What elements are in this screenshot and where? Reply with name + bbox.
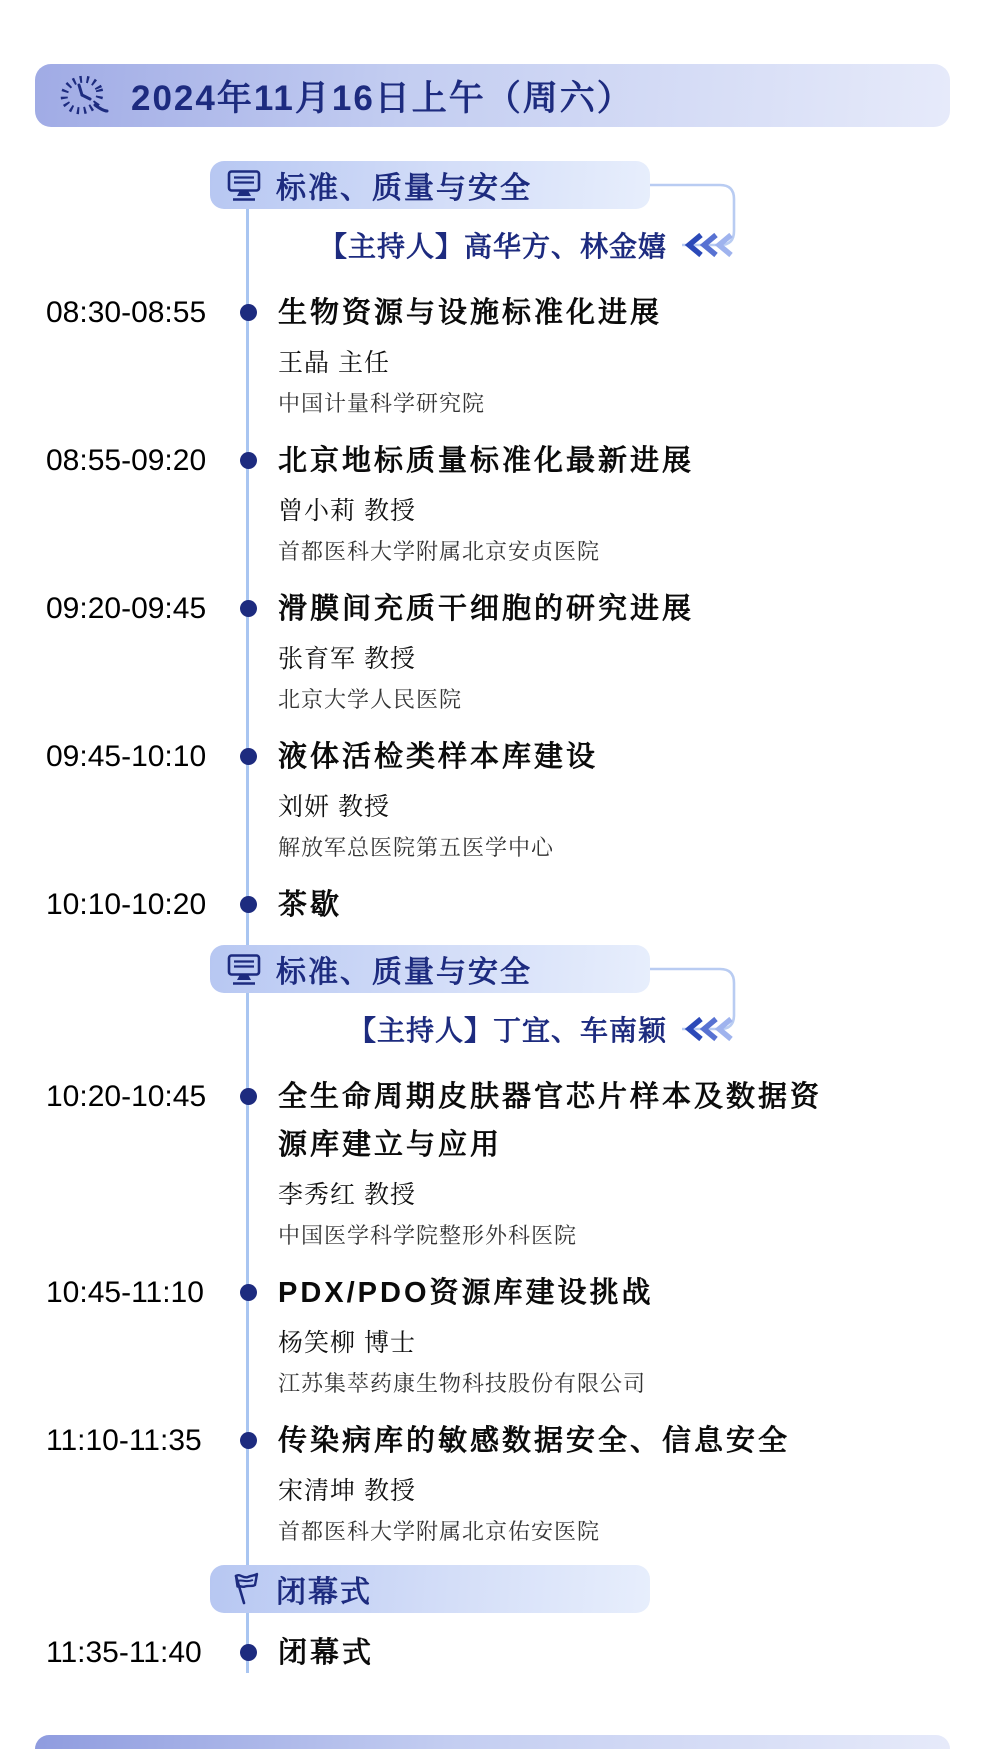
timeline-dot-cell bbox=[233, 289, 278, 421]
moderator-row bbox=[0, 225, 985, 265]
item-title: PDX/PDO资源库建设挑战 bbox=[278, 1277, 654, 1309]
moderator-label: 【主持人】高华方、林金嬉 bbox=[318, 231, 667, 262]
timeline-dot bbox=[240, 896, 257, 913]
item-title: 全生命周期皮肤器官芯片样本及数据资源库建立与应用 bbox=[278, 1081, 823, 1161]
moderator-label: 【主持人】丁宜、车南颖 bbox=[347, 1015, 667, 1046]
speaker-name: 张育军 教授 bbox=[278, 645, 416, 673]
item-list bbox=[0, 1073, 985, 1549]
timeline-dot bbox=[240, 1284, 257, 1301]
agenda-item bbox=[0, 1269, 985, 1401]
section-title: 闭幕式 bbox=[276, 1576, 372, 1609]
agenda-item bbox=[0, 289, 985, 421]
timeline-dot-cell bbox=[233, 1269, 278, 1401]
banner-date-title: 2024年11月16日上午（周六） bbox=[131, 78, 634, 118]
item-title: 生物资源与设施标准化进展 bbox=[278, 297, 663, 329]
section-title: 标准、质量与安全 bbox=[276, 172, 532, 205]
time-label: 08:55-09:20 bbox=[46, 444, 207, 477]
timeline-dot-cell bbox=[233, 437, 278, 569]
flag-icon bbox=[226, 1572, 262, 1606]
item-content bbox=[278, 1417, 985, 1549]
item-title: 闭幕式 bbox=[278, 1637, 375, 1669]
speaker-name: 杨笑柳 博士 bbox=[278, 1329, 416, 1357]
clock-icon bbox=[57, 73, 109, 119]
speaker-name: 李秀红 教授 bbox=[278, 1181, 416, 1209]
agenda-item bbox=[0, 1629, 985, 1677]
item-list bbox=[0, 289, 985, 929]
timeline-dot bbox=[240, 748, 257, 765]
timeline-dot bbox=[240, 452, 257, 469]
agenda-item bbox=[0, 585, 985, 717]
timeline-dot bbox=[240, 1432, 257, 1449]
item-content bbox=[278, 881, 985, 929]
next-session-banner-peek bbox=[35, 1735, 950, 1749]
time-label: 11:35-11:40 bbox=[46, 1636, 202, 1669]
timeline-dot bbox=[240, 600, 257, 617]
timeline-dot-cell bbox=[233, 881, 278, 929]
item-title: 北京地标质量标准化最新进展 bbox=[278, 445, 695, 477]
item-content bbox=[278, 1629, 985, 1677]
item-content bbox=[278, 437, 985, 569]
item-list bbox=[0, 1629, 985, 1677]
speaker-name: 宋清坤 教授 bbox=[278, 1477, 416, 1505]
timeline-dot bbox=[240, 1644, 257, 1661]
timeline-dot-cell bbox=[233, 1417, 278, 1549]
timeline-dot bbox=[240, 1088, 257, 1105]
timeline-dot-cell bbox=[233, 585, 278, 717]
timeline-dot-cell bbox=[233, 733, 278, 865]
item-title: 液体活检类样本库建设 bbox=[278, 741, 599, 773]
schedule bbox=[0, 161, 985, 1693]
item-title: 传染病库的敏感数据安全、信息安全 bbox=[278, 1425, 791, 1457]
time-label: 11:10-11:35 bbox=[46, 1424, 202, 1457]
speaker-org: 北京大学人民医院 bbox=[278, 687, 463, 712]
speaker-name: 曾小莉 教授 bbox=[278, 497, 416, 525]
item-content bbox=[278, 1073, 985, 1253]
item-content bbox=[278, 289, 985, 421]
section-header bbox=[210, 945, 650, 993]
timeline-dot-cell bbox=[233, 1629, 278, 1677]
item-title: 茶歇 bbox=[278, 889, 343, 921]
monitor-icon bbox=[226, 953, 262, 986]
speaker-org: 江苏集萃药康生物科技股份有限公司 bbox=[278, 1371, 647, 1396]
section bbox=[0, 161, 985, 929]
timeline-dot-cell bbox=[233, 1073, 278, 1253]
time-label: 09:45-10:10 bbox=[46, 740, 207, 773]
section bbox=[0, 1565, 985, 1677]
speaker-name: 刘妍 教授 bbox=[278, 793, 390, 821]
timeline-dot bbox=[240, 304, 257, 321]
time-label: 10:10-10:20 bbox=[46, 888, 207, 921]
agenda-item bbox=[0, 881, 985, 929]
double-left-chevrons-icon bbox=[681, 1016, 737, 1042]
agenda-item bbox=[0, 733, 985, 865]
speaker-org: 中国医学科学院整形外科医院 bbox=[278, 1223, 578, 1248]
agenda-item bbox=[0, 1417, 985, 1549]
item-content bbox=[278, 585, 985, 717]
section-header bbox=[210, 161, 650, 209]
speaker-name: 王晶 主任 bbox=[278, 349, 390, 377]
section-header bbox=[210, 1565, 650, 1613]
item-content bbox=[278, 1269, 985, 1401]
speaker-org: 解放军总医院第五医学中心 bbox=[278, 835, 555, 860]
time-label: 10:20-10:45 bbox=[46, 1080, 207, 1113]
speaker-org: 首都医科大学附属北京安贞医院 bbox=[278, 539, 601, 564]
section-title: 标准、质量与安全 bbox=[276, 956, 532, 989]
time-label: 10:45-11:10 bbox=[46, 1276, 204, 1309]
item-content bbox=[278, 733, 985, 865]
section bbox=[0, 945, 985, 1549]
moderator-row bbox=[0, 1009, 985, 1049]
double-left-chevrons-icon bbox=[681, 232, 737, 258]
agenda-item bbox=[0, 1073, 985, 1253]
time-label: 08:30-08:55 bbox=[46, 296, 207, 329]
time-label: 09:20-09:45 bbox=[46, 592, 207, 625]
item-title: 滑膜间充质干细胞的研究进展 bbox=[278, 593, 695, 625]
monitor-icon bbox=[226, 169, 262, 202]
date-banner bbox=[35, 64, 950, 127]
speaker-org: 首都医科大学附属北京佑安医院 bbox=[278, 1519, 601, 1544]
agenda-item bbox=[0, 437, 985, 569]
speaker-org: 中国计量科学研究院 bbox=[278, 391, 486, 416]
